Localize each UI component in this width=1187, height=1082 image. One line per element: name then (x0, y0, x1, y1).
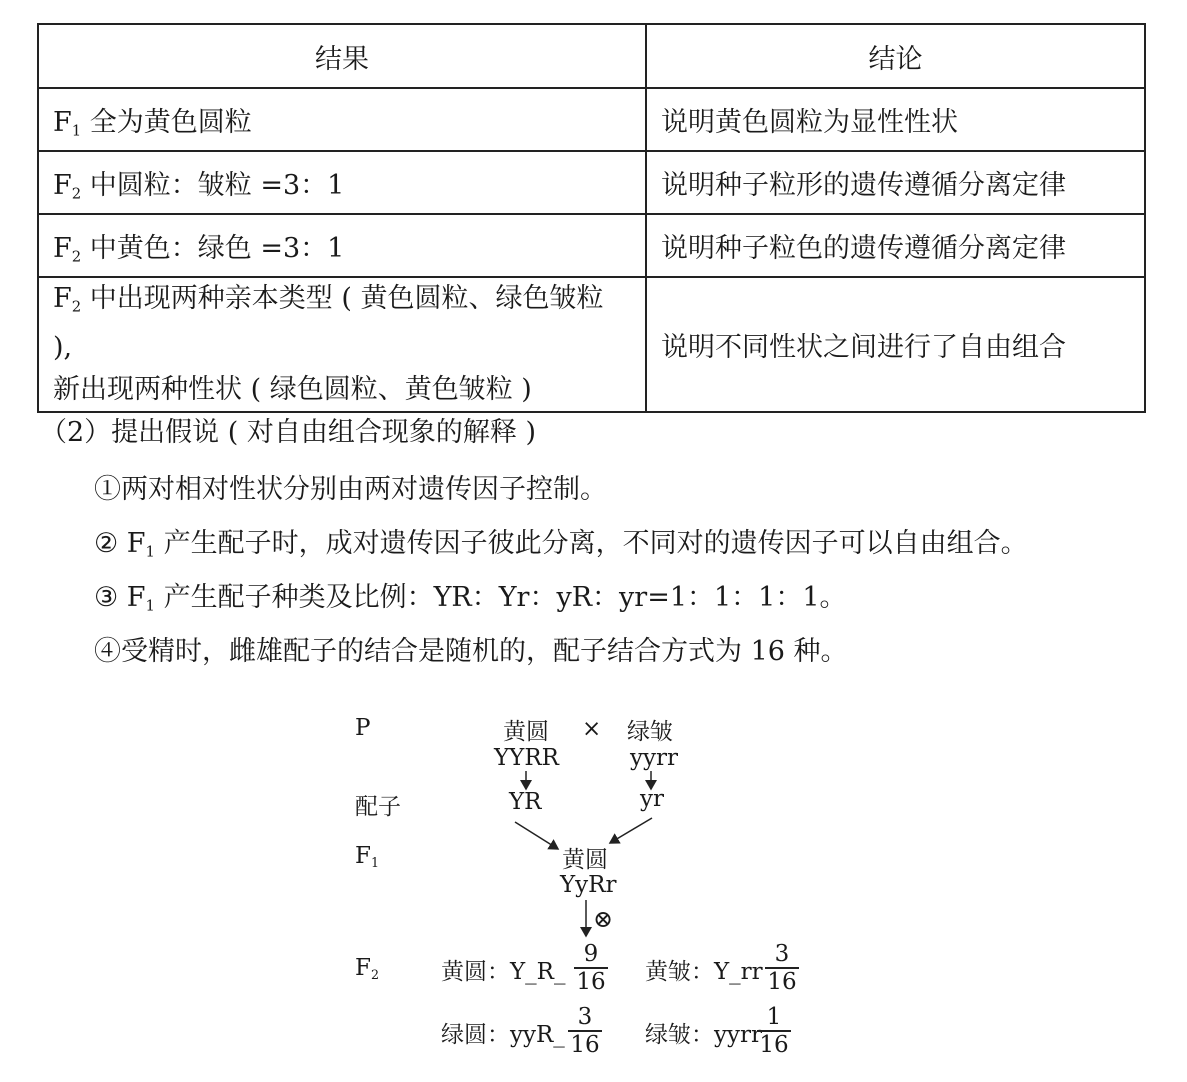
header-result: 结果 (38, 24, 646, 88)
arrow-gamete1-f1 (515, 822, 558, 849)
f2-class-label: 绿皱：yyrr (645, 1022, 762, 1048)
f2-class-label: 黄皱：Y_rr (645, 959, 763, 985)
hypothesis-title: （2）提出假说 ( 对自由组合现象的解释 ) (40, 417, 536, 448)
f1-genotype: YyRr (560, 872, 617, 898)
parent1-phenotype: 黄圆 (503, 719, 549, 745)
f2-class-label: 黄圆：Y_R_ (441, 959, 566, 985)
f2-fraction: 3 16 (568, 1005, 602, 1057)
f1-label: $F_1$ (355, 843, 380, 870)
selfing-icon: ⊗ (593, 905, 614, 933)
hypothesis-point-2: ② $F_1$ 产生配子时，成对遗传因子彼此分离，不同对的遗传因子可以自由组合。 (94, 528, 1028, 561)
gamete-label: 配子 (355, 794, 401, 820)
arrow-gamete2-f1 (610, 818, 652, 843)
hypothesis-point-3: ③ $F_1$ 产生配子种类及比例：YR：Yr：yR：yr=1：1：1：1。 (94, 582, 847, 615)
hypothesis-point-1: ①两对相对性状分别由两对遗传因子控制。 (94, 474, 607, 505)
hypothesis-point-4: ④受精时，雌雄配子的结合是随机的，配子结合方式为 16 种。 (94, 636, 848, 667)
conclusion-cell: 说明种子粒形的遗传遵循分离定律 (646, 151, 1145, 214)
header-conclusion: 结论 (646, 24, 1145, 88)
gamete-2: yr (640, 786, 664, 812)
f1-phenotype: 黄圆 (562, 847, 608, 873)
parent2-genotype: yyrr (630, 745, 678, 771)
parent2-phenotype: 绿皱 (627, 719, 673, 745)
gamete-1: YR (509, 789, 542, 815)
f2-fraction: 9 16 (574, 942, 608, 994)
result-cell: $F_2$ 中圆粒：皱粒 =3：1 (38, 151, 646, 214)
f2-class-label: 绿圆：yyR_ (441, 1022, 565, 1048)
conclusion-cell: 说明不同性状之间进行了自由组合 (646, 277, 1145, 412)
conclusion-cell: 说明种子粒色的遗传遵循分离定律 (646, 214, 1145, 277)
conclusion-cell: 说明黄色圆粒为显性性状 (646, 88, 1145, 151)
parent1-genotype: YYRR (494, 745, 560, 771)
f2-label: $F_2$ (355, 955, 380, 982)
cross-symbol: × (582, 716, 602, 742)
result-cell: $F_2$ 中出现两种亲本类型 ( 黄色圆粒、绿色皱粒 ), 新出现两种性状 ( 绿色圆粒、黄色皱粒 ) (38, 277, 646, 412)
f2-fraction: 3 16 (765, 942, 799, 994)
p-label: P (355, 715, 371, 741)
result-cell: $F_2$ 中黄色：绿色 =3：1 (38, 214, 646, 277)
f2-fraction: 1 16 (757, 1005, 791, 1057)
result-cell: $F_1$ 全为黄色圆粒 (38, 88, 646, 151)
